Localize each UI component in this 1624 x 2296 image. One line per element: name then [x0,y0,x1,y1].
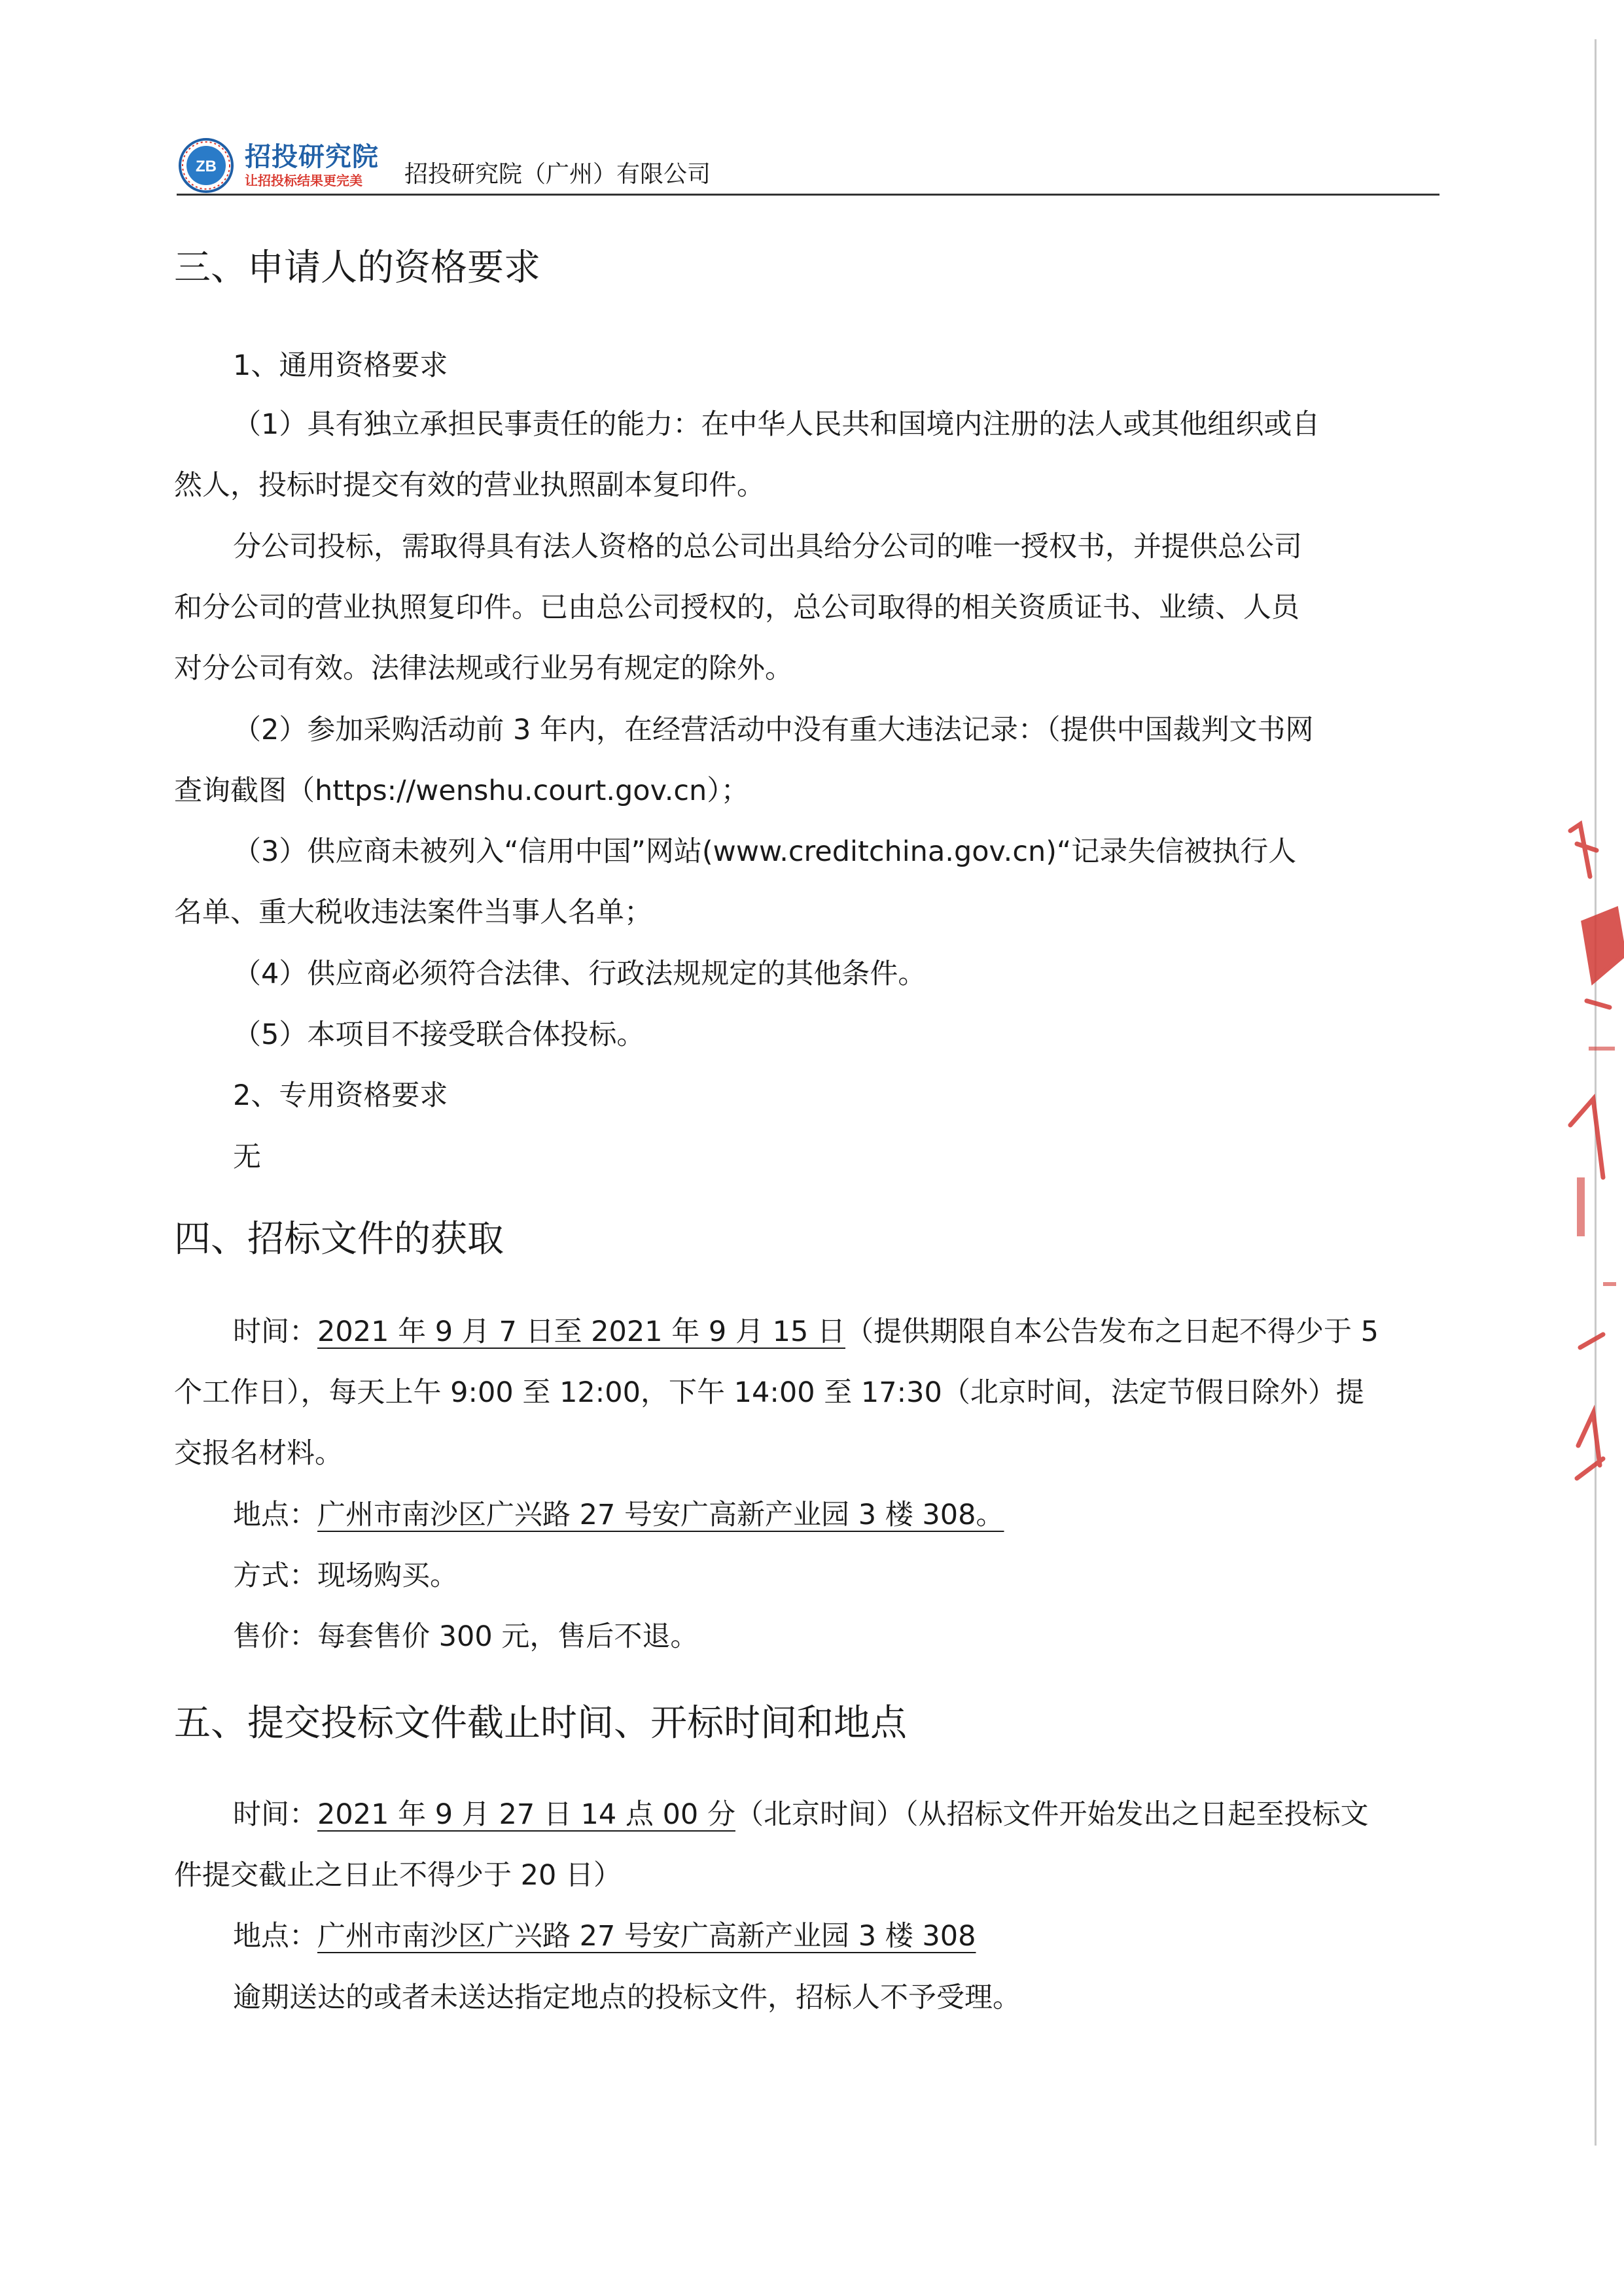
section-4-heading: 四、招标文件的获取 [174,1218,504,1261]
deadline-time-note: （北京时间）（从招标文件开始发出之日起至投标文 [735,1798,1369,1831]
branch-paragraph-line-1: 分公司投标，需取得具有法人资格的总公司出具给分公司的唯一授权书，并提供总公司 [233,531,1302,563]
qualification-item-1-line-2: 然人，投标时提交有效的营业执照副本复印件。 [174,469,765,502]
qualification-item-2-line-2: 查询截图（https://wenshu.court.gov.cn）； [174,774,749,807]
section-3-heading: 三、申请人的资格要求 [174,247,540,289]
deadline-time-line-1 [233,1792,1368,1832]
deadline-place-value: 广州市南沙区广兴路 27 号安广高新产业园 3 楼 308 [317,1920,976,1953]
acquisition-time-note: （提供期限自本公告发布之日起不得少于 5 [845,1315,1379,1348]
acquisition-place-label: 地点： [233,1499,317,1531]
late-submission-notice: 逾期送达的或者未送达指定地点的投标文件，招标人不予受理。 [233,1981,1021,2014]
qualification-item-3-line-2: 名单、重大税收违法案件当事人名单； [174,896,652,929]
logo-title: 招投研究院 [245,142,379,172]
qualification-item-3-line-1: （3）供应商未被列入“信用中国”网站(www.creditchina.gov.cn)“记录失信被执行人 [233,835,1297,868]
deadline-place-label: 地点： [233,1920,317,1953]
acquisition-time-line-3: 交报名材料。 [174,1437,343,1470]
qualification-item-2-line-1: （2）参加采购活动前 3 年内，在经营活动中没有重大违法记录：（提供中国裁判文书网 [233,714,1314,746]
qualification-item-4: （4）供应商必须符合法律、行政法规规定的其他条件。 [233,958,927,990]
deadline-time-line-2: 件提交截止之日止不得少于 20 日） [174,1859,622,1892]
acquisition-price: 售价：每套售价 300 元，售后不退。 [233,1620,699,1653]
zb-logo-icon [178,137,234,194]
acquisition-place [233,1493,1004,1533]
branch-paragraph-line-3: 对分公司有效。法律法规或行业另有规定的除外。 [174,652,793,685]
section-5-heading: 五、提交投标文件截止时间、开标时间和地点 [174,1702,907,1745]
deadline-time-label: 时间： [233,1798,317,1831]
deadline-place [233,1914,976,1954]
deadline-time-value: 2021 年 9 月 27 日 14 点 00 分 [317,1798,735,1831]
special-qualification-title: 2、专用资格要求 [233,1079,448,1112]
acquisition-place-value: 广州市南沙区广兴路 27 号安广高新产业园 3 楼 308。 [317,1499,1004,1531]
acquisition-time-value: 2021 年 9 月 7 日至 2021 年 9 月 15 日 [317,1315,846,1348]
logo-slogan: 让招投标结果更完美 [245,173,362,188]
special-qualification-value: 无 [233,1141,261,1174]
general-qualification-title: 1、通用资格要求 [233,349,448,382]
acquisition-method: 方式：现场购买。 [233,1559,458,1592]
letterhead [177,131,1439,196]
company-name: 招投研究院（广州）有限公司 [404,161,711,188]
partial-seal-stamp [1531,785,1624,1766]
header-divider [177,194,1439,196]
acquisition-time-line-1 [233,1310,1379,1349]
qualification-item-5: （5）本项目不接受联合体投标。 [233,1018,645,1051]
logo-badge-text: ZB [196,158,217,175]
acquisition-time-line-2: 个工作日），每天上午 9:00 至 12:00，下午 14:00 至 17:30（北京时间，法定节假日除外）提 [174,1376,1364,1409]
qualification-item-1-line-1: （1）具有独立承担民事责任的能力：在中华人民共和国境内注册的法人或其他组织或自 [233,408,1320,441]
acquisition-time-label: 时间： [233,1315,317,1348]
branch-paragraph-line-2: 和分公司的营业执照复印件。已由总公司授权的，总公司取得的相关资质证书、业绩、人员 [174,591,1299,624]
